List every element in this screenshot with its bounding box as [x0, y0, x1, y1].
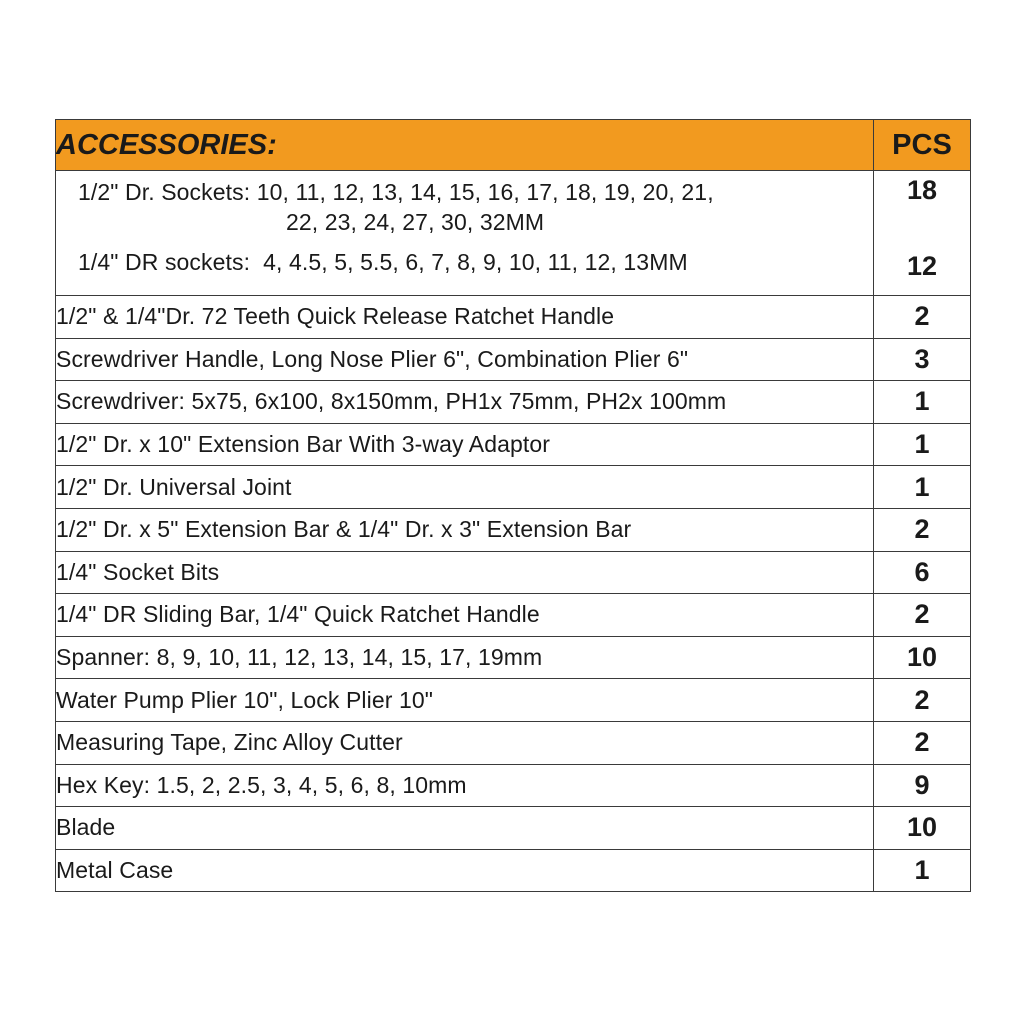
table-row [56, 338, 971, 381]
pcs-cell: 10 [874, 807, 971, 850]
pcs-cell: 1 [874, 423, 971, 466]
table-row [56, 381, 971, 424]
table-row [56, 466, 971, 509]
pcs-cell: 1 [874, 381, 971, 424]
item-cell: Screwdriver Handle, Long Nose Plier 6", Combination Plier 6" [56, 338, 874, 381]
pcs-cell: 1 [874, 466, 971, 509]
pcs-cell: 2 [874, 721, 971, 764]
pcs-cell: 2 [874, 679, 971, 722]
item-cell: Water Pump Plier 10", Lock Plier 10" [56, 679, 874, 722]
table-row [56, 849, 971, 892]
table-row [56, 551, 971, 594]
item-cell: Hex Key: 1.5, 2, 2.5, 3, 4, 5, 6, 8, 10mm [56, 764, 874, 807]
quarter-sockets-sizes: 4, 4.5, 5, 5.5, 6, 7, 8, 9, 10, 11, 12, 13MM [263, 249, 688, 275]
half-sockets-sizes-1: 10, 11, 12, 13, 14, 15, 16, 17, 18, 19, 20, 21, [256, 179, 714, 205]
table-header-row [56, 120, 971, 171]
half-sockets-label: 1/2" Dr. Sockets: [78, 179, 251, 205]
table-row [56, 679, 971, 722]
half-sockets-sizes-2: 22, 23, 24, 27, 30, 32MM [286, 209, 545, 235]
table-row [56, 423, 971, 466]
pcs-cell: 1 [874, 849, 971, 892]
item-cell: Metal Case [56, 849, 874, 892]
item-cell: Blade [56, 807, 874, 850]
table-row [56, 721, 971, 764]
pcs-cell: 3 [874, 338, 971, 381]
table-row [56, 508, 971, 551]
quarter-sockets-pcs: 12 [906, 251, 938, 281]
half-sockets-line [78, 179, 714, 206]
pcs-cell: 2 [874, 594, 971, 637]
item-cell: 1/2" Dr. Universal Joint [56, 466, 874, 509]
table-row [56, 636, 971, 679]
pcs-cell: 2 [874, 296, 971, 339]
sockets-cell [56, 171, 874, 296]
table-row [56, 594, 971, 637]
item-cell: Measuring Tape, Zinc Alloy Cutter [56, 721, 874, 764]
quarter-sockets-line [78, 249, 688, 276]
sockets-row [56, 171, 971, 296]
half-sockets-pcs: 18 [906, 175, 938, 205]
table-row [56, 807, 971, 850]
table-row [56, 296, 971, 339]
item-cell: 1/2" & 1/4"Dr. 72 Teeth Quick Release Ratchet Handle [56, 296, 874, 339]
pcs-header: PCS [874, 120, 971, 171]
pcs-cell: 10 [874, 636, 971, 679]
item-cell: 1/2" Dr. x 5" Extension Bar & 1/4" Dr. x 3" Extension Bar [56, 508, 874, 551]
pcs-cell: 9 [874, 764, 971, 807]
accessories-header: ACCESSORIES: [56, 120, 874, 171]
item-cell: Screwdriver: 5x75, 6x100, 8x150mm, PH1x 75mm, PH2x 100mm [56, 381, 874, 424]
pcs-cell: 6 [874, 551, 971, 594]
sockets-pcs-cell [874, 171, 971, 296]
item-cell: 1/4" Socket Bits [56, 551, 874, 594]
pcs-cell: 2 [874, 508, 971, 551]
accessories-table [55, 119, 971, 892]
item-cell: 1/4" DR Sliding Bar, 1/4" Quick Ratchet Handle [56, 594, 874, 637]
item-cell: 1/2" Dr. x 10" Extension Bar With 3-way Adaptor [56, 423, 874, 466]
item-cell: Spanner: 8, 9, 10, 11, 12, 13, 14, 15, 17, 19mm [56, 636, 874, 679]
quarter-sockets-label: 1/4" DR sockets: [78, 249, 251, 275]
table-row [56, 764, 971, 807]
